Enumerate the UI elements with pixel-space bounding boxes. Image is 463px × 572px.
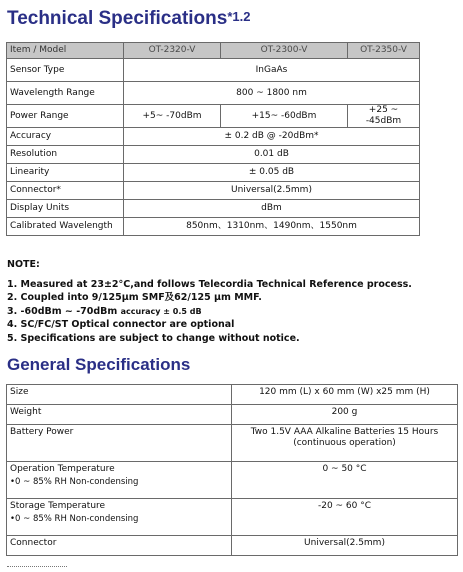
row-label: Power Range (7, 105, 124, 128)
row-value: dBm (124, 200, 420, 218)
tech-spec-title: Technical Specifications$^{*1.2}$ (7, 8, 251, 29)
row-value: 850nm、1310nm、1490nm、1550nm (124, 218, 420, 236)
row-value: 800 ~ 1800 nm (124, 82, 420, 105)
row-value: +5~ -70dBm (124, 105, 221, 128)
header-ot-2320-v: OT-2320-V (124, 43, 221, 59)
note-4: 4. SC/FC/ST Optical connector are optional (7, 319, 235, 330)
row-value: 120 mm (L) x 60 mm (W) x25 mm (H) (232, 385, 458, 405)
row-label: Linearity (7, 164, 124, 182)
row-label: Size (7, 385, 232, 405)
table-row (7, 385, 458, 405)
notes-section (7, 258, 412, 345)
row-label: Sensor Type (7, 59, 124, 82)
table-row (7, 82, 420, 105)
row-label (7, 499, 232, 536)
row-value: 0.01 dB (124, 146, 420, 164)
note-3-accuracy: accuracy ± 0.5 dB (120, 306, 202, 316)
notes-title: NOTE: (7, 259, 40, 270)
note-1: 1. Measured at 23±2°C,and follows Telecordia Technical Reference process. (7, 278, 412, 290)
row-value: ± 0.05 dB (124, 164, 420, 182)
row-label: Accuracy (7, 128, 124, 146)
row-value: Universal(2.5mm) (232, 536, 458, 556)
note-2: 2. Coupled into 9/125µm SMF及62/125 µm MMF. (7, 292, 262, 303)
row-label: Weight (7, 405, 232, 425)
row-value: 200 g (232, 405, 458, 425)
table-row (7, 405, 458, 425)
table-row (7, 164, 420, 182)
row-label: Battery Power (7, 425, 232, 462)
table-row (7, 105, 420, 128)
row-label: Resolution (7, 146, 124, 164)
row-value: Universal(2.5mm) (124, 182, 420, 200)
table-row (7, 146, 420, 164)
note-3-range: 3. -60dBm ~ -70dBm (7, 305, 121, 317)
table-row (7, 128, 420, 146)
row-label: Wavelength Range (7, 82, 124, 105)
note-3 (7, 305, 412, 319)
row-label: Connector* (7, 182, 124, 200)
header-ot-2300-v: OT-2300-V (221, 43, 348, 59)
tech-spec-title-sup: *1.2 (227, 9, 251, 24)
row-label: Connector (7, 536, 232, 556)
table-row (7, 200, 420, 218)
header-ot-2350-v: OT-2350-V (348, 43, 420, 59)
table-row (7, 462, 458, 499)
table-row (7, 499, 458, 536)
row-value: Two 1.5V AAA Alkaline Batteries 15 Hours (continuous operation) (232, 425, 458, 462)
tech-spec-table (6, 42, 420, 236)
row-label (7, 462, 232, 499)
row-label-sub: •0 ~ 85% RH Non-condensing (10, 514, 139, 524)
row-label-text: Operation Temperature (10, 464, 115, 474)
table-row (7, 425, 458, 462)
table-row (7, 218, 420, 236)
row-value: ± 0.2 dB @ -20dBm* (124, 128, 420, 146)
table-row (7, 182, 420, 200)
row-value: 0 ~ 50 °C (232, 462, 458, 499)
note-5: 5. Specifications are subject to change without notice. (7, 332, 300, 344)
row-value: +15~ -60dBm (221, 105, 348, 128)
header-item-model: Item / Model (7, 43, 124, 59)
row-label: Calibrated Wavelength (7, 218, 124, 236)
row-value: InGaAs (124, 59, 420, 82)
table-row (7, 536, 458, 556)
row-value: +25 ~ -45dBm (348, 105, 420, 128)
table-row (7, 59, 420, 82)
row-value: -20 ~ 60 °C (232, 499, 458, 536)
page-continuation-divider (7, 566, 67, 570)
general-spec-table (6, 384, 458, 556)
row-label: Display Units (7, 200, 124, 218)
row-label-text: Storage Temperature (10, 501, 106, 511)
row-label-sub: •0 ~ 85% RH Non-condensing (10, 477, 139, 487)
table-header-row (7, 43, 420, 59)
general-spec-title: General Specifications (7, 355, 191, 374)
